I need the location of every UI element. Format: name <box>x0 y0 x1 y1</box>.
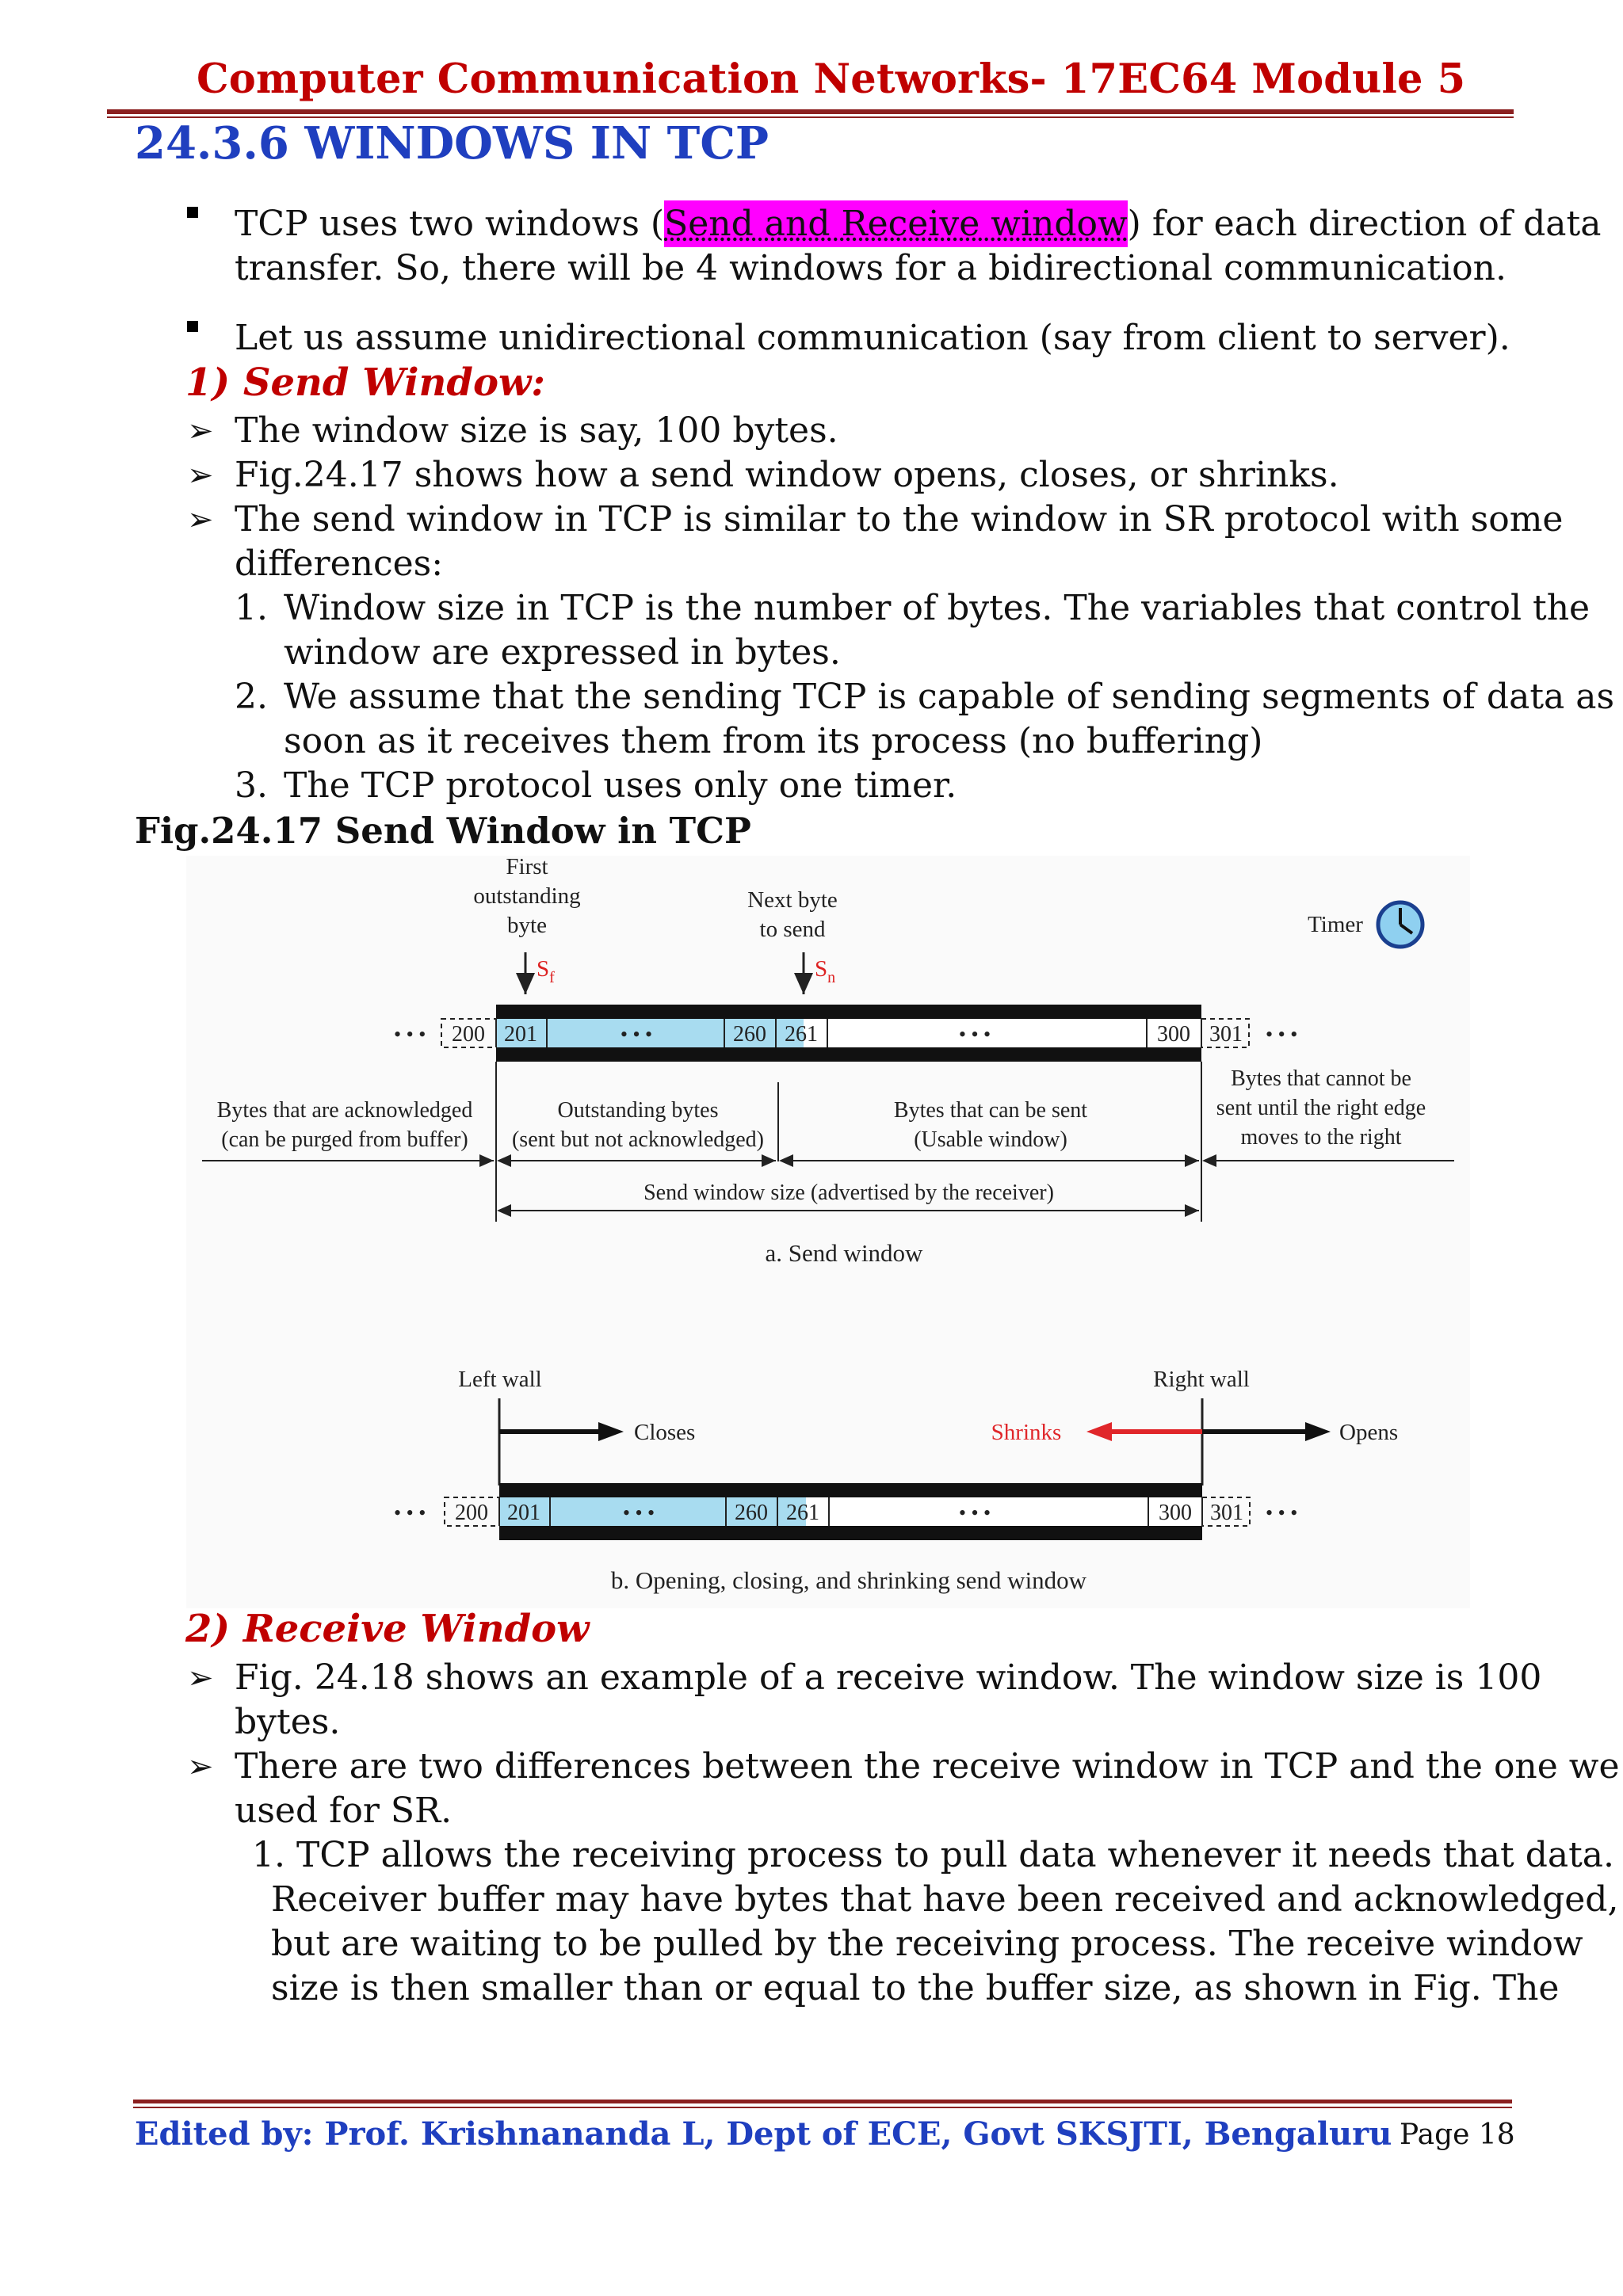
timer-clock-icon <box>1378 902 1423 947</box>
outstanding-label-1: Outstanding bytes <box>557 1098 719 1123</box>
difference-2-line-1: We assume that the sending TCP is capable of sending segments of data as <box>284 677 1615 717</box>
left-wall-label: Left wall <box>458 1367 542 1392</box>
cannot-label-1: Bytes that cannot be <box>1231 1066 1411 1091</box>
first-outstanding-label-1: First <box>506 856 548 879</box>
byte-260-b: 260 <box>735 1501 768 1525</box>
square-bullet-icon <box>187 207 198 218</box>
window-bar-top <box>496 1005 1201 1019</box>
bullet-1-pre: TCP uses two windows ( <box>235 204 665 244</box>
usable-region <box>804 1019 1201 1047</box>
cannot-label-3: moves to the right <box>1240 1125 1402 1150</box>
send-point-1: The window size is say, 100 bytes. <box>235 410 838 451</box>
bullet-2: Let us assume unidirectional communication (say from client to server). <box>235 318 1510 358</box>
square-bullet-icon <box>187 321 198 332</box>
window-bar-bottom <box>496 1047 1201 1062</box>
sn-label: $S_n$ <box>815 956 836 986</box>
timer-label: Timer <box>1308 912 1363 937</box>
next-byte-label-1: Next byte <box>747 887 838 913</box>
receive-point-1-line-2: bytes. <box>235 1702 341 1742</box>
opens-arrow <box>1202 1422 1331 1441</box>
opens-label: Opens <box>1339 1420 1399 1445</box>
list-number: 3. <box>235 765 268 806</box>
byte-201: 201 <box>504 1022 537 1047</box>
usable-region-b <box>806 1497 1202 1526</box>
first-outstanding-label-3: byte <box>507 913 547 938</box>
byte-301: 301 <box>1209 1022 1243 1047</box>
byte-260: 260 <box>733 1022 766 1047</box>
cannot-label-2: sent until the right edge <box>1216 1096 1426 1120</box>
first-outstanding-label-2: outstanding <box>473 883 581 909</box>
byte-200: 200 <box>452 1022 485 1047</box>
send-window-heading: 1) Send Window: <box>185 360 546 405</box>
part-b-caption: b. Opening, closing, and shrinking send window <box>610 1566 1087 1594</box>
send-point-3-line-2: differences: <box>235 543 444 584</box>
closes-arrow <box>499 1422 624 1441</box>
byte-300-b: 300 <box>1159 1501 1192 1525</box>
receive-difference-1-line-4: size is then smaller than or equal to the buffer size, as shown in Fig. The <box>271 1968 1560 2008</box>
sf-label: $S_f$ <box>537 956 555 986</box>
ellipsis-usable-b: • • • <box>958 1501 991 1524</box>
page-number: Page 18 <box>1400 2119 1515 2151</box>
footer-rule <box>133 2100 1512 2103</box>
difference-1-line-1: Window size in TCP is the number of bytes. The variables that control the <box>284 588 1591 628</box>
arrow-bullet-icon: ➢ <box>187 457 214 494</box>
receive-point-2-line-2: used for SR. <box>235 1791 453 1831</box>
right-wall-label: Right wall <box>1153 1367 1250 1392</box>
header-rule <box>107 109 1514 114</box>
bullet-1-line-2: transfer. So, there will be 4 windows for a bidirectional communication. <box>235 248 1507 288</box>
shrinks-arrow <box>1086 1422 1202 1441</box>
ellipsis-left-b: • • • <box>394 1501 426 1524</box>
send-point-3-line-1: The send window in TCP is similar to the window in SR protocol with some <box>235 499 1564 540</box>
bullet-1-line-1 <box>235 202 1601 246</box>
window-bar-b-top <box>499 1483 1202 1497</box>
ellipsis-right-b: • • • <box>1266 1501 1298 1524</box>
byte-261-b: 261 <box>786 1501 819 1525</box>
list-number: 1. <box>235 588 268 628</box>
section-title: 24.3.6 WINDOWS IN TCP <box>135 117 769 170</box>
ellipsis-outstanding: • • • <box>620 1023 653 1046</box>
window-bar-b-bottom <box>499 1526 1202 1540</box>
acked-label-2: (can be purged from buffer) <box>221 1127 468 1152</box>
ellipsis-outstanding-b: • • • <box>622 1501 655 1524</box>
arrow-bullet-icon: ➢ <box>187 502 214 538</box>
advertised-window-label: Send window size (advertised by the receiver) <box>643 1180 1054 1205</box>
ellipsis-right: • • • <box>1266 1023 1298 1046</box>
closes-label: Closes <box>634 1420 696 1445</box>
ellipsis-left: • • • <box>394 1023 426 1046</box>
send-receive-window-link[interactable]: Send and Receive window <box>664 200 1128 247</box>
bullet-1-post: ) for each direction of data <box>1127 204 1602 244</box>
byte-200-b: 200 <box>455 1501 488 1525</box>
footer-rule-thin <box>133 2107 1512 2108</box>
difference-3: The TCP protocol uses only one timer. <box>284 765 957 806</box>
send-point-2: Fig.24.17 shows how a send window opens, closes, or shrinks. <box>235 455 1339 495</box>
cansend-label-2: (Usable window) <box>914 1127 1067 1152</box>
footer-credit: Edited by: Prof. Krishnananda L, Dept of ECE, Govt SKSJTI, Bengaluru <box>135 2115 1392 2153</box>
byte-301-b: 301 <box>1210 1501 1243 1525</box>
arrow-bullet-icon: ➢ <box>187 1660 214 1696</box>
part-a-caption: a. Send window <box>765 1239 923 1267</box>
list-number: 2. <box>235 677 268 717</box>
shrinks-label: Shrinks <box>991 1420 1062 1445</box>
arrow-bullet-icon: ➢ <box>187 413 214 449</box>
figure-caption: Fig.24.17 Send Window in TCP <box>135 810 751 852</box>
next-byte-label-2: to send <box>759 917 826 942</box>
running-header: Computer Communication Networks- 17EC64 Module 5 <box>197 55 1466 103</box>
byte-201-b: 201 <box>507 1501 540 1525</box>
receive-difference-1-line-2: Receiver buffer may have bytes that have been received and acknowledged, <box>271 1879 1619 1920</box>
receive-window-heading: 2) Receive Window <box>185 1607 590 1651</box>
receive-point-1-line-1: Fig. 24.18 shows an example of a receive window. The window size is 100 <box>235 1657 1542 1698</box>
difference-2-line-2: soon as it receives them from its process (no buffering) <box>284 721 1263 761</box>
receive-difference-1-line-1: 1. TCP allows the receiving process to pull data whenever it needs that data. <box>252 1835 1615 1875</box>
receive-difference-1-line-3: but are waiting to be pulled by the receiving process. The receive window <box>271 1924 1583 1964</box>
cansend-label-1: Bytes that can be sent <box>893 1098 1088 1123</box>
difference-1-line-2: window are expressed in bytes. <box>284 632 841 673</box>
byte-261: 261 <box>785 1022 818 1047</box>
send-window-diagram <box>186 856 1470 1616</box>
ellipsis-usable: • • • <box>958 1023 991 1046</box>
arrow-bullet-icon: ➢ <box>187 1749 214 1785</box>
acked-label-1: Bytes that are acknowledged <box>216 1098 473 1123</box>
byte-300: 300 <box>1157 1022 1190 1047</box>
outstanding-label-2: (sent but not acknowledged) <box>511 1127 765 1152</box>
receive-point-2-line-1: There are two differences between the receive window in TCP and the one we <box>235 1746 1620 1787</box>
